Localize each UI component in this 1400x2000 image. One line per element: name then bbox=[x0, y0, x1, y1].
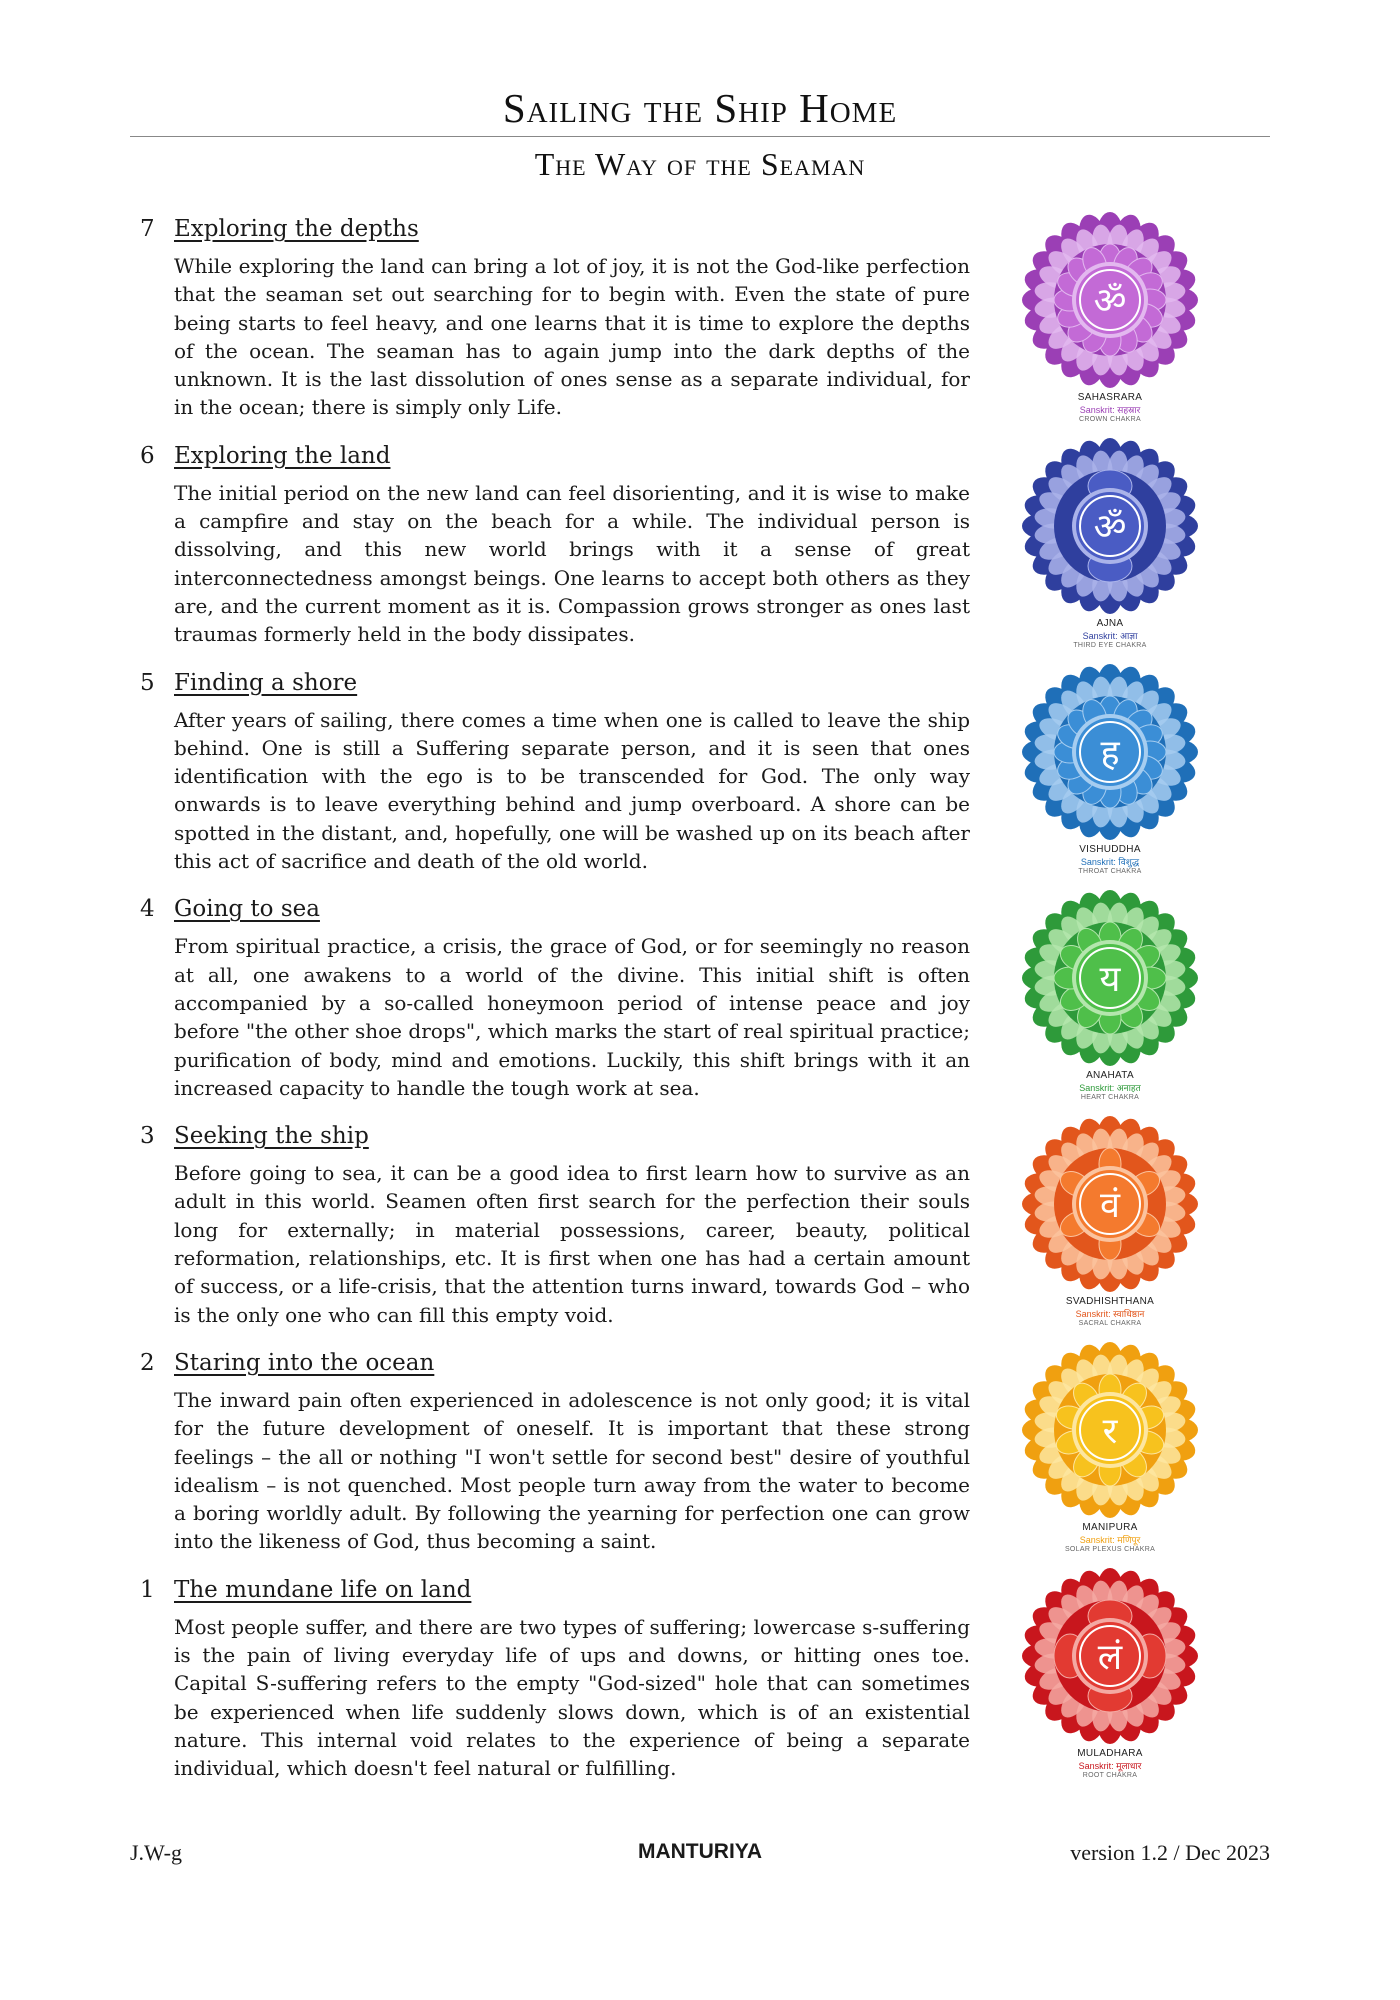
section-number: 7 bbox=[140, 216, 155, 242]
chakra-subtitle: SACRAL CHAKRA bbox=[1078, 1320, 1142, 1327]
section-number: 6 bbox=[140, 442, 155, 469]
chakra-name: MULADHARA bbox=[1077, 1748, 1143, 1759]
title-rule bbox=[130, 136, 1270, 137]
section-text: While exploring the land can bring a lot of joy, it is not the God-like perfection that the seaman set out searching for to begin with. Even the state of pure being starts to feel heavy, and one learns that it is time to explore the depths of the ocean. The seaman has to again jump into the dark depths of the unknown. It is the last dissolution of ones sense as a separate individual, for in the ocean; there is simply only Life. bbox=[174, 254, 970, 420]
section-heading bbox=[140, 443, 970, 473]
svg-text:वं: वं bbox=[1099, 1185, 1121, 1226]
chakra-subtitle: THIRD EYE CHAKRA bbox=[1073, 642, 1147, 649]
chakra-subtitle: SOLAR PLEXUS CHAKRA bbox=[1064, 1546, 1156, 1553]
section-number: 4 bbox=[140, 896, 155, 923]
section-4 bbox=[140, 896, 970, 1102]
section-heading bbox=[140, 896, 970, 926]
section-title: Staring into the ocean bbox=[174, 1349, 435, 1376]
section-number: 3 bbox=[140, 1123, 155, 1150]
section-heading bbox=[140, 216, 970, 246]
chakra-name: SAHASRARA bbox=[1077, 392, 1143, 403]
section-number: 2 bbox=[140, 1349, 155, 1376]
chakra-sanskrit: Sanskrit: सहस्रार bbox=[1079, 405, 1141, 415]
chakra-mandala-image bbox=[1020, 436, 1200, 616]
section-heading bbox=[140, 1350, 970, 1380]
chakra-mandala-image bbox=[1020, 888, 1200, 1068]
section-number: 1 bbox=[140, 1576, 155, 1603]
svg-text:य: य bbox=[1099, 959, 1121, 1000]
section-title: Exploring the land bbox=[174, 442, 391, 469]
chakra-mandala-image bbox=[1020, 1114, 1200, 1294]
section-2 bbox=[140, 1350, 970, 1556]
svg-text:र: र bbox=[1102, 1411, 1118, 1452]
chakra-vishuddha bbox=[1000, 662, 1220, 888]
footer-version: version 1.2 / Dec 2023 bbox=[1070, 1840, 1270, 1865]
document-subtitle: The Way of the Seaman bbox=[534, 146, 866, 182]
chakra-sahasrara bbox=[1000, 210, 1220, 436]
chakra-mandala-image bbox=[1020, 1566, 1200, 1746]
svg-text:ॐ: ॐ bbox=[1093, 281, 1127, 322]
chakra-subtitle: ROOT CHAKRA bbox=[1082, 1772, 1138, 1779]
chakra-name: SVADHISHTHANA bbox=[1065, 1296, 1155, 1307]
sections-column bbox=[140, 216, 970, 1803]
chakra-mandala-image bbox=[1020, 210, 1200, 390]
chakra-muladhara bbox=[1000, 1566, 1220, 1792]
section-number: 5 bbox=[140, 669, 155, 696]
section-text: After years of sailing, there comes a time when one is called to leave the ship behind. One is still a Suffering separate person, and it is seen that ones identification with the ego is to be transcended for God. The only way onwards is to leave everything behind and jump overboard. A shore can be spotted in the distant, and, hopefully, one will be washed up on its beach after this act of sacrifice and death of the old world. bbox=[174, 707, 970, 874]
chakra-name: AJNA bbox=[1096, 618, 1124, 629]
section-6 bbox=[140, 443, 970, 649]
chakra-sanskrit: Sanskrit: विशुद्ध bbox=[1080, 857, 1140, 867]
chakra-sanskrit: Sanskrit: अनाहत bbox=[1079, 1083, 1141, 1093]
section-title: Exploring the depths bbox=[174, 216, 419, 242]
section-text: Before going to sea, it can be a good idea to first learn how to survive as an adult in this world. Seamen often first search for the perfection their souls long for externally; in material possessions, career, beauty, political reformation, relationships, etc. It is first when one has had a certain amount of success, or a life-crisis, that the attention turns inward, towards God – who is the only one who can fill this empty void. bbox=[174, 1161, 970, 1327]
chakra-mandala-image bbox=[1020, 662, 1200, 842]
section-5 bbox=[140, 670, 970, 876]
footer-author: J.W-g bbox=[130, 1840, 182, 1865]
section-1 bbox=[140, 1577, 970, 1783]
chakra-anahata bbox=[1000, 888, 1220, 1114]
chakra-subtitle: CROWN CHAKRA bbox=[1079, 416, 1141, 423]
chakra-subtitle: HEART CHAKRA bbox=[1080, 1094, 1140, 1101]
section-title: Going to sea bbox=[174, 896, 320, 923]
svg-text:लं: लं bbox=[1097, 1637, 1123, 1678]
section-heading bbox=[140, 1123, 970, 1153]
document-title: Sailing the Ship Home bbox=[502, 85, 898, 131]
section-7 bbox=[140, 216, 970, 422]
chakra-subtitle: THROAT CHAKRA bbox=[1078, 868, 1142, 875]
section-heading bbox=[140, 670, 970, 700]
page-footer bbox=[0, 1840, 1400, 1880]
chakra-manipura bbox=[1000, 1340, 1220, 1566]
section-3 bbox=[140, 1123, 970, 1329]
svg-text:ॐ: ॐ bbox=[1093, 507, 1127, 548]
section-title: Seeking the ship bbox=[174, 1123, 369, 1150]
chakra-sanskrit: Sanskrit: मणिपूर bbox=[1079, 1535, 1141, 1545]
chakra-name: ANAHATA bbox=[1086, 1070, 1134, 1081]
chakra-name: VISHUDDHA bbox=[1079, 844, 1141, 855]
chakra-svadhishthana bbox=[1000, 1114, 1220, 1340]
section-text: The initial period on the new land can feel disorienting, and it is wise to make a campfire and stay on the beach for a while. The individual person is dissolving, and this new world brings with it a sense of great interconnectedness amongst beings. One learns to accept both others as they are, and the current moment as it is. Compassion grows stronger as ones last traumas formerly held in the body dissipates. bbox=[174, 480, 970, 647]
section-title: The mundane life on land bbox=[174, 1576, 472, 1603]
chakra-sanskrit: Sanskrit: आज्ञा bbox=[1082, 631, 1138, 641]
footer-brand: MANTURIYA bbox=[637, 1840, 763, 1863]
section-text: Most people suffer, and there are two types of suffering; lowercase s-suffering is the pain of living everyday life of ups and downs, or hitting ones toe. Capital S-suffering refers to the empty "God-sized" hole that can sometimes be experienced when life suddenly slows down, which is of an existential nature. This internal void relates to the experience of being a separate individual, which doesn't feel natural or fulfilling. bbox=[174, 1614, 970, 1781]
svg-text:ह: ह bbox=[1100, 733, 1120, 774]
chakra-mandala-image bbox=[1020, 1340, 1200, 1520]
chakra-sanskrit: Sanskrit: मूलाधार bbox=[1078, 1761, 1142, 1771]
section-text: The inward pain often experienced in adolescence is not only good; it is vital for the future development of oneself. It is important that these strong feelings – the all or nothing "I won't settle for second best" desire of youthful idealism – is not quenched. Most people turn away from the water to become a boring worldly adult. By following the yearning for perfection one can grow into the likeness of God, thus becoming a saint. bbox=[174, 1387, 970, 1554]
section-title: Finding a shore bbox=[174, 669, 358, 696]
chakra-sanskrit: Sanskrit: स्वाधिष्ठान bbox=[1075, 1309, 1145, 1319]
chakra-name: MANIPURA bbox=[1082, 1522, 1138, 1533]
chakra-ajna bbox=[1000, 436, 1220, 662]
section-text: From spiritual practice, a crisis, the grace of God, or for seemingly no reason at all, one awakens to a world of the divine. This initial shift is often accompanied by a so-called honeymoon period of intense peace and joy before "the other shoe drops", which marks the start of real spiritual practice; purification of body, mind and emotions. Luckily, this shift brings with it an increased capacity to handle the tough work at sea. bbox=[174, 934, 970, 1100]
section-heading bbox=[140, 1577, 970, 1607]
